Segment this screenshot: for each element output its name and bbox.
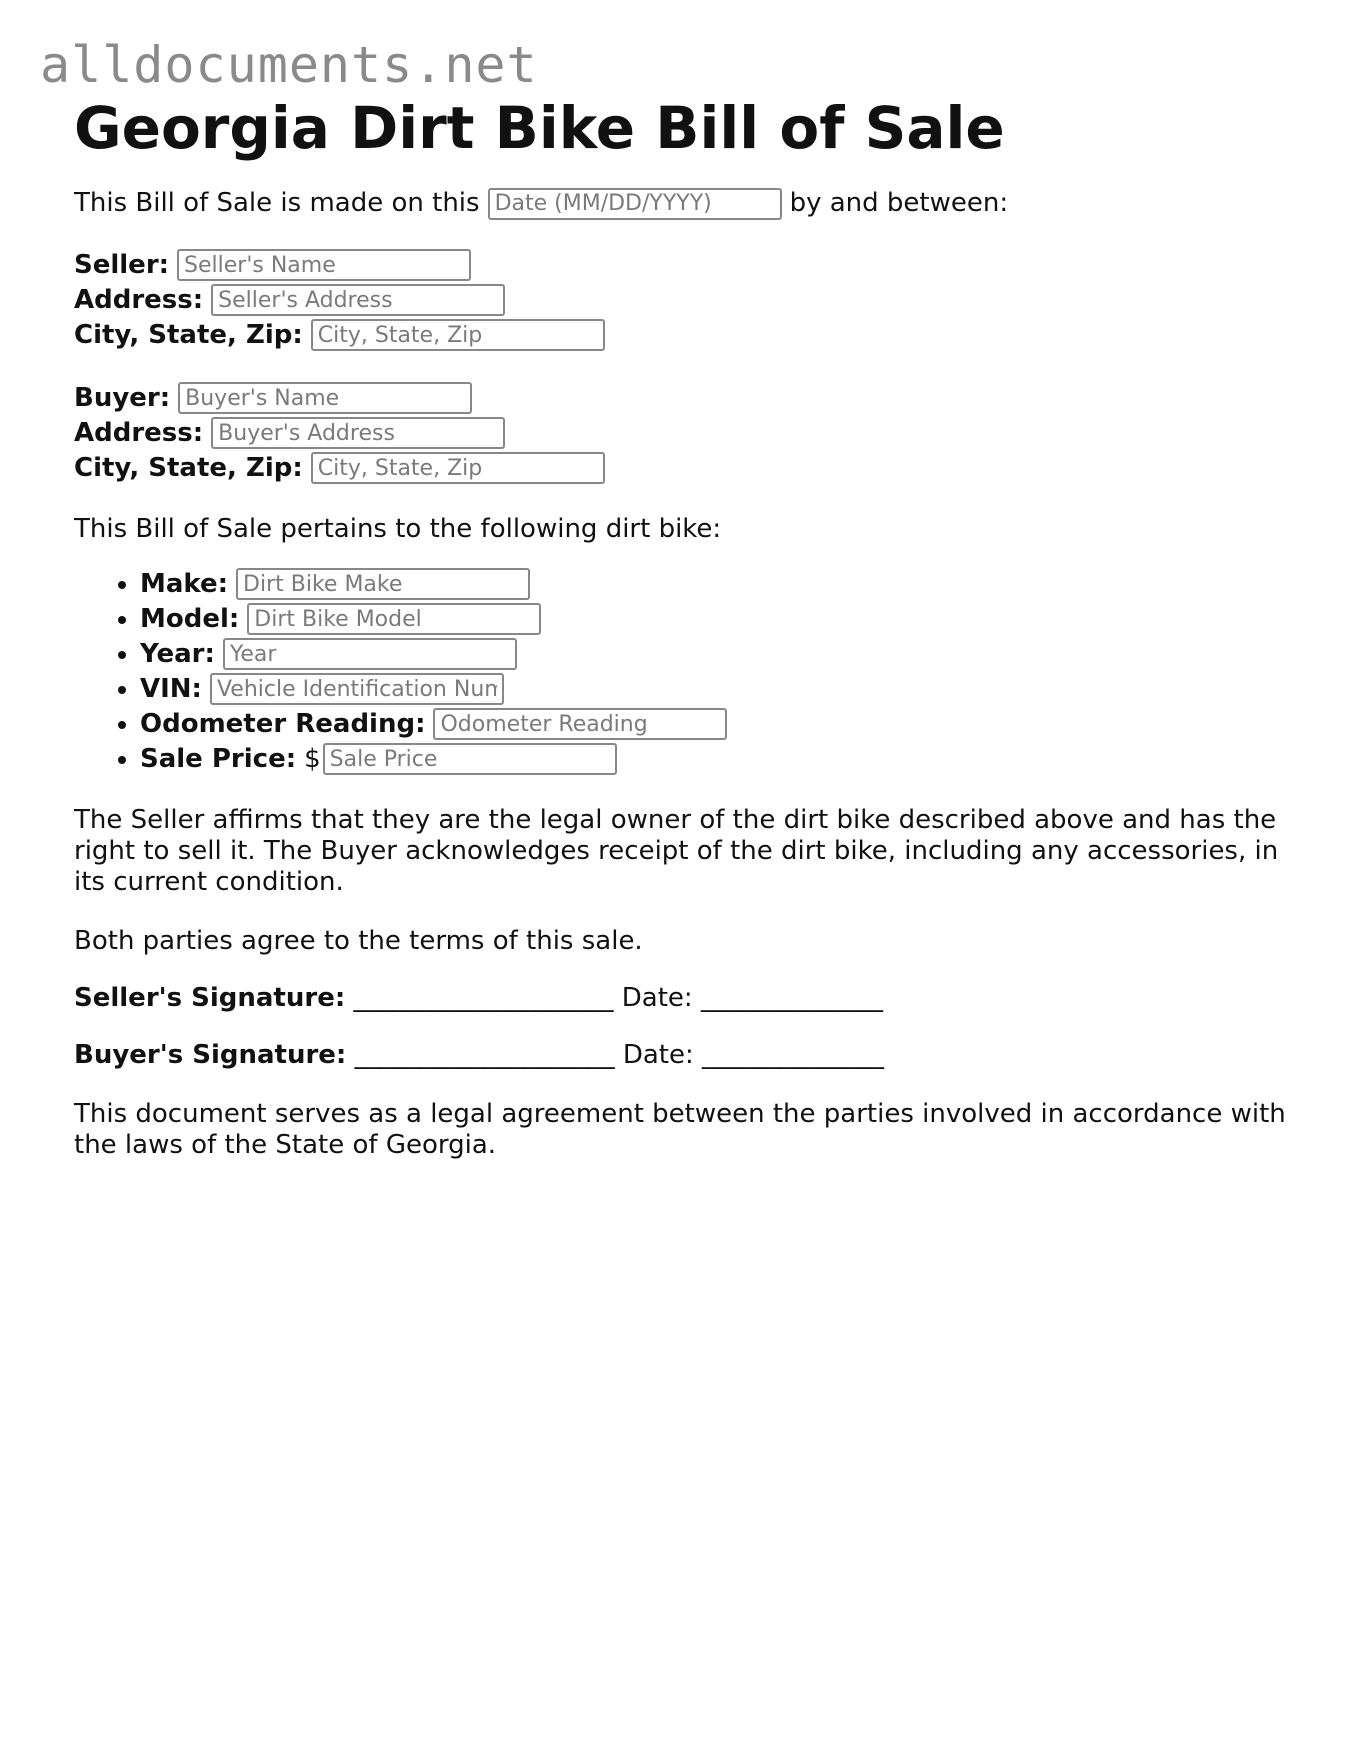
vin-input[interactable] xyxy=(210,673,504,705)
sale-price-input[interactable] xyxy=(323,743,617,775)
buyer-address-label: Address: xyxy=(74,418,204,449)
document-title: Georgia Dirt Bike Bill of Sale xyxy=(74,94,1005,162)
seller-section xyxy=(74,248,1294,353)
list-item-vin xyxy=(140,672,1294,707)
buyer-city-state-zip-input[interactable] xyxy=(311,452,605,484)
buyer-name-label: Buyer: xyxy=(74,383,171,414)
buyer-signature-line xyxy=(74,1040,1294,1071)
odometer-input[interactable] xyxy=(433,708,727,740)
list-item-sale-price xyxy=(140,742,1294,777)
seller-address-label: Address: xyxy=(74,285,204,316)
list-item-make xyxy=(140,567,1294,602)
bike-details-list xyxy=(74,567,1294,777)
seller-city-state-zip-input[interactable] xyxy=(311,319,605,351)
agreement-paragraph: Both parties agree to the terms of this sale. xyxy=(74,925,643,956)
intro-trail-text: by and between: xyxy=(789,188,1009,219)
seller-name-row xyxy=(74,248,1294,283)
list-item-model xyxy=(140,602,1294,637)
model-input[interactable] xyxy=(247,603,541,635)
pertains-text: This Bill of Sale pertains to the following dirt bike: xyxy=(74,513,722,544)
document-body xyxy=(74,94,1294,1161)
buyer-address-input[interactable] xyxy=(211,417,505,449)
seller-city-state-zip-row xyxy=(74,318,1294,353)
seller-signature-blank: ____________________ Date: ______________ xyxy=(345,982,883,1013)
seller-city-state-zip-label: City, State, Zip: xyxy=(74,320,303,351)
make-label: • Make: xyxy=(140,568,229,599)
buyer-address-row xyxy=(74,416,1294,451)
year-label: • Year: xyxy=(140,638,215,669)
intro-lead-text: This Bill of Sale is made on this xyxy=(74,188,480,219)
buyer-name-row xyxy=(74,381,1294,416)
buyer-city-state-zip-row xyxy=(74,451,1294,486)
seller-signature-line xyxy=(74,983,1294,1014)
sale-price-label: • Sale Price: xyxy=(140,743,297,774)
affirmation-paragraph: The Seller affirms that they are the legal owner of the dirt bike described above and has the right to sell it. The Buyer acknowledges receipt of the dirt bike, including any accessories, in its current condition. xyxy=(74,804,1279,897)
odometer-label: • Odometer Reading: xyxy=(140,708,426,739)
vin-label: • VIN: xyxy=(140,673,202,704)
seller-address-input[interactable] xyxy=(211,284,505,316)
buyer-name-input[interactable] xyxy=(178,382,472,414)
buyer-signature-blank: ____________________ Date: ______________ xyxy=(346,1039,885,1070)
watermark: alldocuments.net xyxy=(40,36,538,94)
model-label: • Model: xyxy=(140,603,240,634)
year-input[interactable] xyxy=(223,638,517,670)
buyer-city-state-zip-label: City, State, Zip: xyxy=(74,453,303,484)
buyer-signature-label: Buyer's Signature: xyxy=(74,1039,347,1070)
list-item-odometer xyxy=(140,707,1294,742)
seller-signature-label: Seller's Signature: xyxy=(74,982,346,1013)
currency-symbol: $ xyxy=(304,743,321,774)
list-item-year xyxy=(140,637,1294,672)
seller-name-input[interactable] xyxy=(177,249,471,281)
sale-date-input[interactable] xyxy=(488,188,782,220)
seller-address-row xyxy=(74,283,1294,318)
make-input[interactable] xyxy=(236,568,530,600)
seller-name-label: Seller: xyxy=(74,250,170,281)
intro-line xyxy=(74,188,1294,220)
buyer-section xyxy=(74,381,1294,486)
closing-paragraph: This document serves as a legal agreement between the parties involved in accordance with the laws of the State of Georgia. xyxy=(74,1098,1286,1160)
